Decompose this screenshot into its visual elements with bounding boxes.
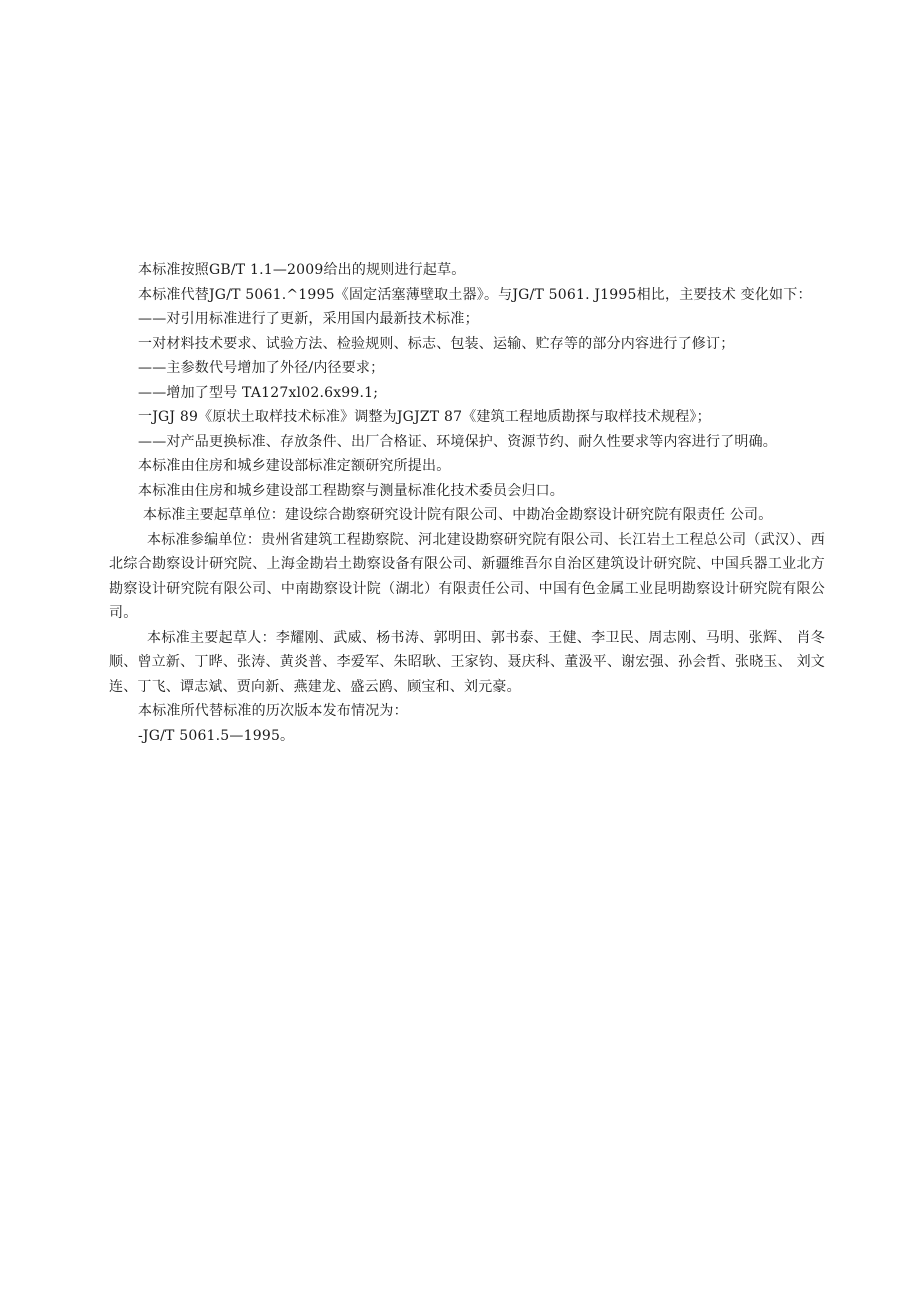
paragraph-under-jurisdiction: 本标准由住房和城乡建设部工程勘察与测量标准化技术委员会归口。 (138, 482, 564, 499)
change-item-model: ——增加了型号 TA127xl02.6x99.1; (138, 384, 379, 401)
paragraph-main-drafting-units: 本标准主要起草单位：建设综合勘察研究设计院有限公司、中勘冶金勘察设计研究院有限责任 公司。 (143, 507, 773, 523)
change-item-references: ——对引用标准进行了更新，采用国内最新技术标准； (138, 311, 479, 327)
paragraph-previous-version: -JG/T 5061.5—1995。 (138, 727, 295, 744)
paragraph-main-drafters: 本标准主要起草人：李耀刚、武威、杨书涛、郭明田、郭书泰、王健、李卫民、周志刚、马明、张辉、 肖冬顺、曾立新、丁晔、张涛、黄炎普、李爱军、朱昭耿、王家钧、聂庆科、董汲平、谢宏强、孙会哲、张晓玉、 刘文连、丁飞、谭志斌、贾向新、燕建龙、盛云鸥、顾宝和、刘元豪。 (109, 629, 825, 695)
foreword-body (109, 258, 825, 748)
paragraph-version-history: 本标准所代替标准的历次版本发布情况为： (138, 703, 408, 719)
change-item-materials: 一对材料技术要求、试验方法、检验规则、标志、包装、运输、贮存等的部分内容进行了修订； (138, 335, 735, 352)
change-item-jgj: 一JGJ 89《原状土取样技术标准》调整为JGJZT 87《建筑工程地质勘探与取样技术规程》； (138, 409, 711, 425)
paragraph-replaces-standard: 本标准代替JG/T 5061.^1995《固定活塞薄壁取土器》。与JG/T 5061. J1995相比，主要技术 变化如下： (138, 286, 812, 303)
paragraph-drafting-rules: 本标准按照GB/T 1.1—2009给出的规则进行起草。 (138, 262, 466, 278)
change-item-parameter-code: ——主参数代号增加了外径/内径要求； (138, 360, 385, 376)
paragraph-participating-units: 本标准参编单位：贵州省建筑工程勘察院、河北建设勘察研究院有限公司、长江岩土工程总公司（武汉）、西北综合勘察设计研究院、上海金勘岩土勘察设备有限公司、新疆维吾尔自治区建筑设计研究院、中国兵器工业北方勘察设计研究院有限公司、中南勘察设计院（湖北）有限责任公司、中国有色金属工业昆明勘察设计研究院有限公司。 (109, 531, 825, 621)
change-item-clarified: ——对产品更换标准、存放条件、出厂合格证、环境保护、资源节约、耐久性要求等内容进行了明确。 (138, 433, 777, 450)
paragraph-proposed-by: 本标准由住房和城乡建设部标准定额研究所提出。 (138, 458, 451, 474)
